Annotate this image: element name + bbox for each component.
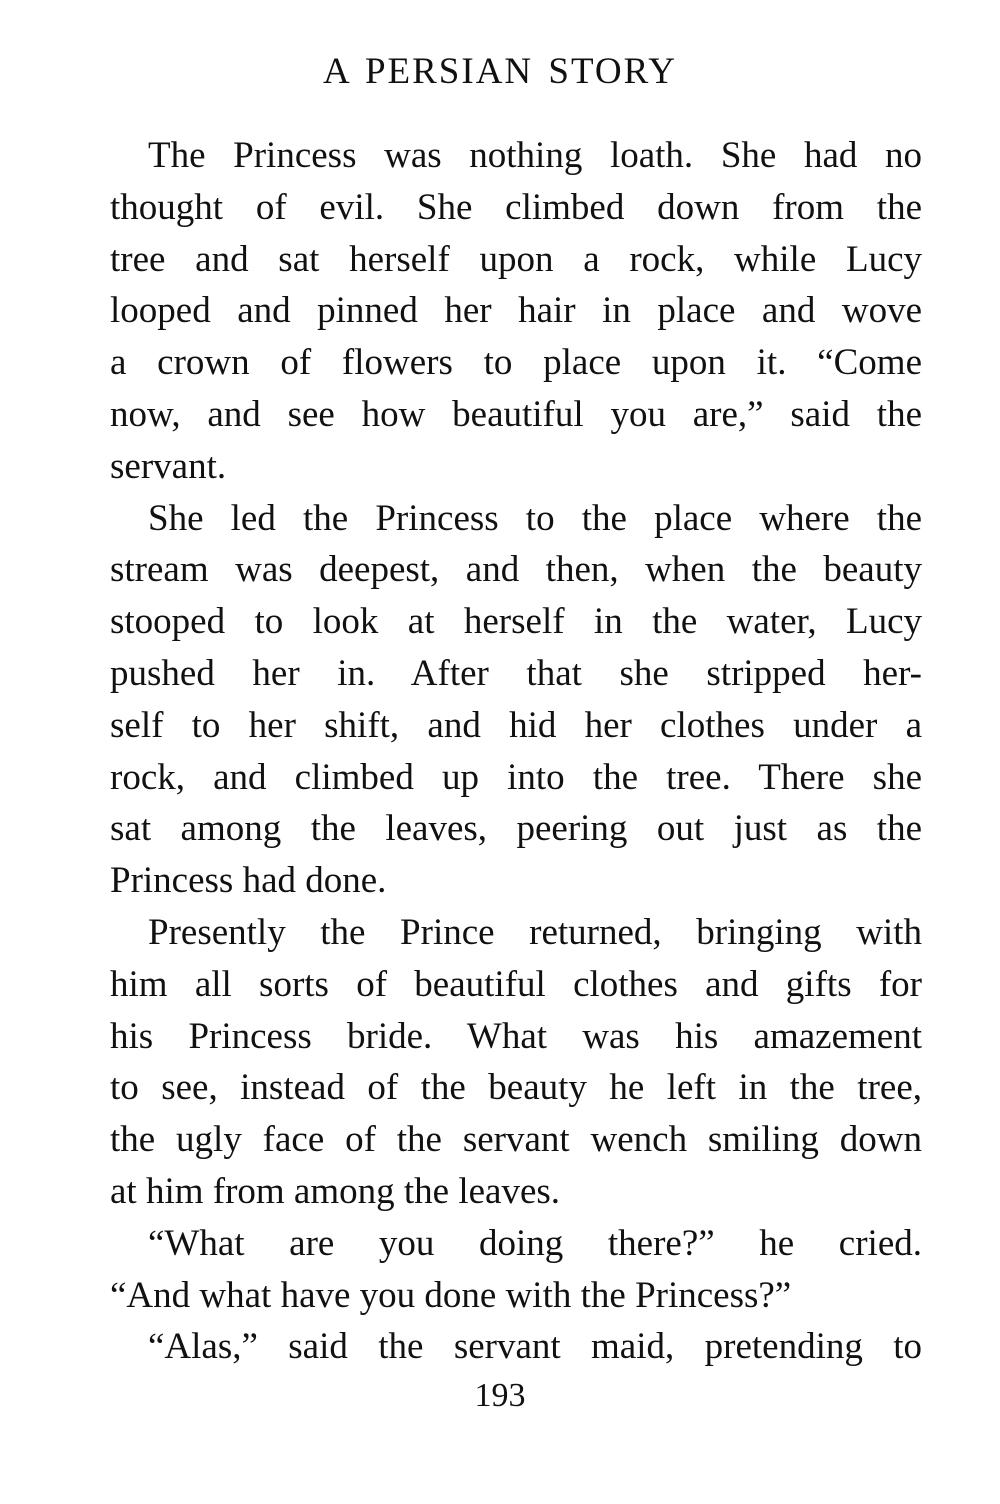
paragraph bbox=[110, 1218, 922, 1322]
text-line: Princess had done. bbox=[110, 860, 387, 902]
text-line: sat among the leaves, peering out just as the bbox=[110, 808, 922, 850]
running-head: A PERSIAN STORY bbox=[323, 51, 677, 92]
text-line: “What are you doing there?” he cried. bbox=[148, 1222, 922, 1264]
body-text bbox=[110, 130, 922, 1373]
text-line: at him from among the leaves. bbox=[110, 1170, 561, 1212]
paragraph bbox=[110, 1321, 922, 1373]
text-line: “Alas,” said the servant maid, pretending to bbox=[148, 1326, 922, 1368]
text-line: thought of evil. She climbed down from the bbox=[110, 186, 922, 228]
text-line: “And what have you done with the Princess?” bbox=[110, 1274, 792, 1316]
text-line: looped and pinned her hair in place and wove bbox=[110, 290, 922, 332]
text-line: tree and sat herself upon a rock, while Lucy bbox=[110, 238, 922, 280]
text-line: to see, instead of the beauty he left in the tree, bbox=[110, 1067, 922, 1109]
text-line: She led the Princess to the place where the bbox=[148, 497, 922, 539]
paragraph bbox=[110, 493, 922, 907]
text-line: servant. bbox=[110, 445, 227, 487]
text-line: a crown of flowers to place upon it. “Come bbox=[110, 342, 922, 384]
text-line: Presently the Prince returned, bringing with bbox=[148, 911, 922, 953]
text-line: rock, and climbed up into the tree. There she bbox=[110, 756, 922, 798]
text-line: his Princess bride. What was his amazement bbox=[110, 1015, 922, 1057]
text-line: stooped to look at herself in the water, Lucy bbox=[110, 601, 922, 643]
text-line: self to her shift, and hid her clothes under a bbox=[110, 704, 922, 746]
text-line: pushed her in. After that she stripped her- bbox=[110, 652, 922, 694]
text-line: the ugly face of the servant wench smiling down bbox=[110, 1119, 922, 1161]
paragraph bbox=[110, 907, 922, 1218]
paragraph bbox=[110, 130, 922, 493]
text-line: now, and see how beautiful you are,” said the bbox=[110, 393, 922, 435]
text-line: stream was deepest, and then, when the beauty bbox=[110, 549, 922, 591]
page-number: 193 bbox=[474, 1377, 526, 1414]
text-line: The Princess was nothing loath. She had no bbox=[148, 135, 922, 176]
text-line: him all sorts of beautiful clothes and gifts for bbox=[110, 963, 922, 1005]
